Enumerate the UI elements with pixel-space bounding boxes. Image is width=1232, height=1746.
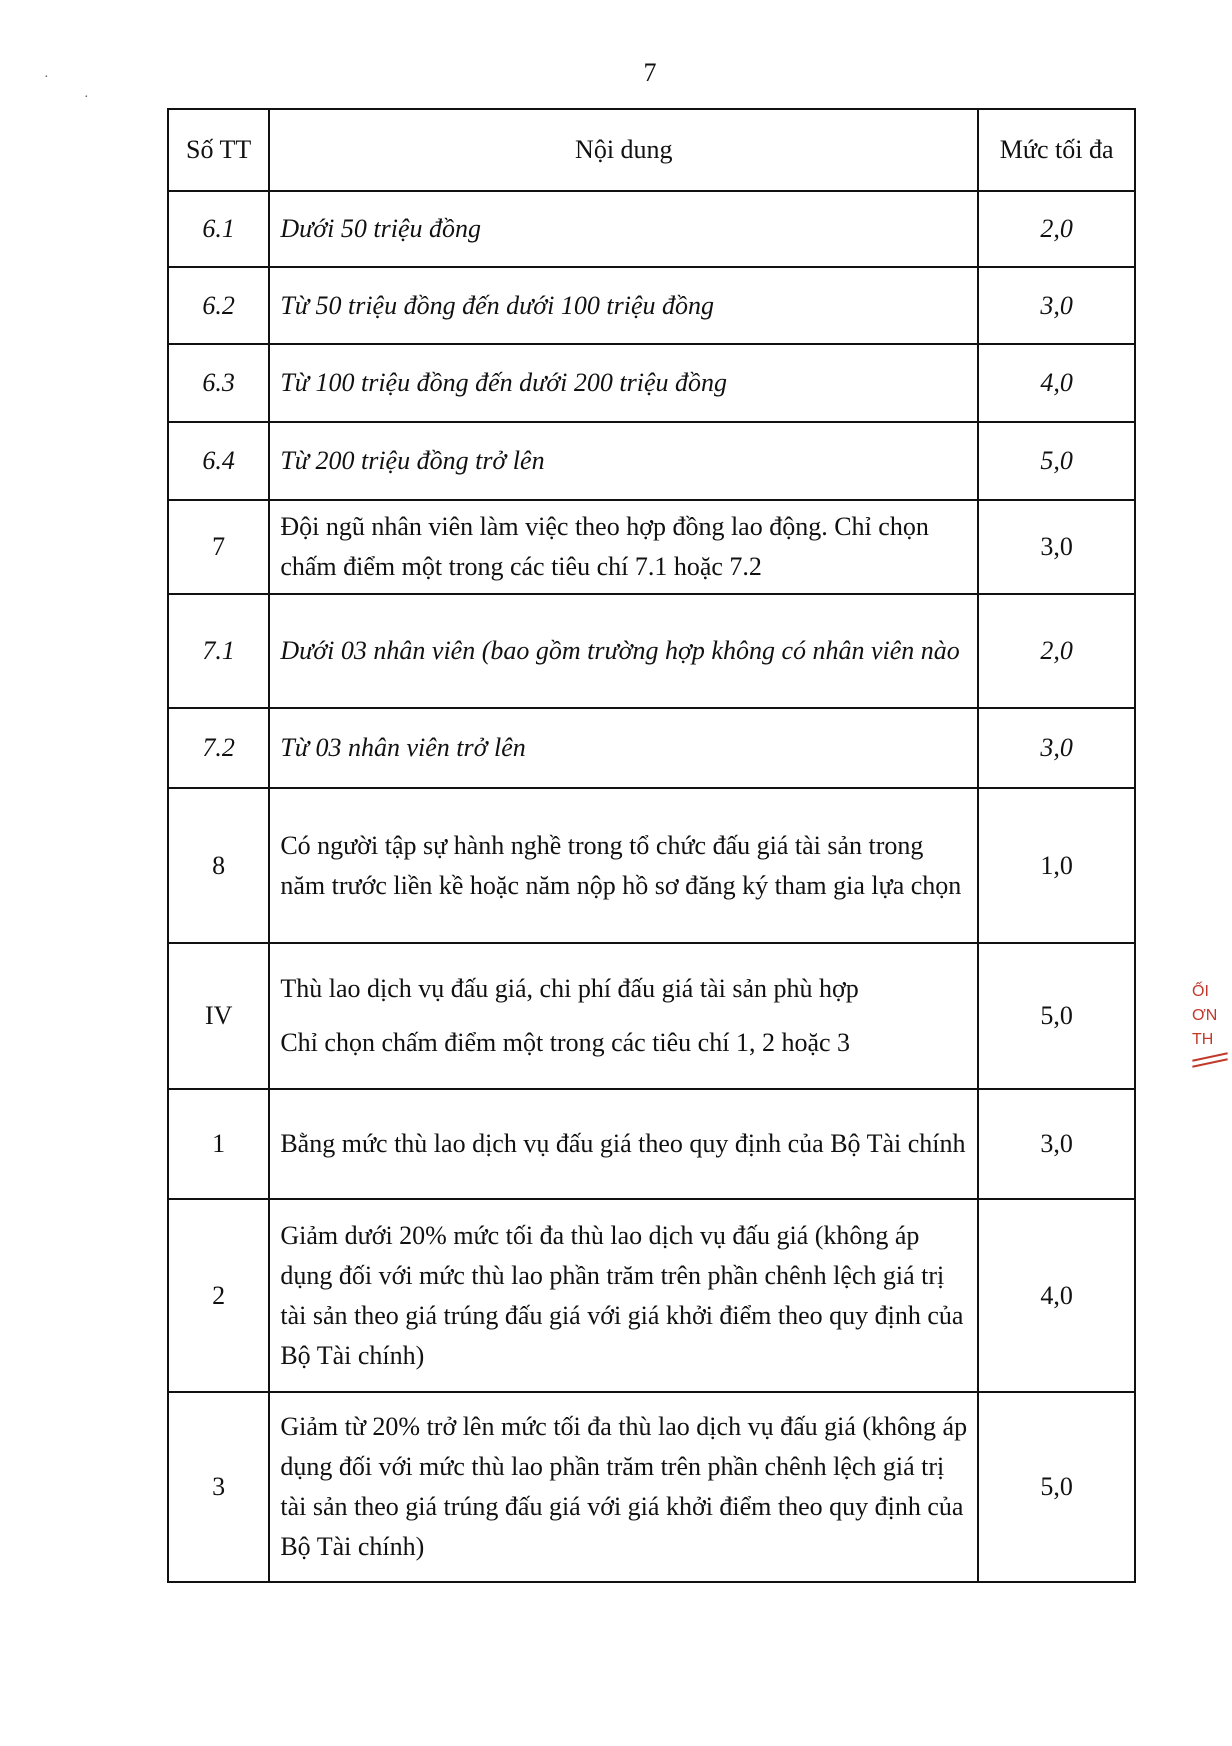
criteria-table <box>167 108 1136 1583</box>
row-stt: IV <box>168 943 269 1089</box>
table-row <box>168 1089 1135 1199</box>
header-max: Mức tối đa <box>978 109 1135 191</box>
row-stt: 7.1 <box>168 594 269 708</box>
stamp-text: ỐI <box>1192 983 1209 1000</box>
cell-gap <box>280 1009 967 1023</box>
header-stt: Số TT <box>168 109 269 191</box>
row-max: 2,0 <box>978 594 1135 708</box>
row-max: 3,0 <box>978 267 1135 344</box>
row-max: 2,0 <box>978 191 1135 267</box>
row-content-multi <box>269 943 978 1089</box>
row-content: Bằng mức thù lao dịch vụ đấu giá theo quy định của Bộ Tài chính <box>269 1089 978 1199</box>
row-content: Giảm dưới 20% mức tối đa thù lao dịch vụ đấu giá (không áp dụng đối với mức thù lao phần trăm trên phần chênh lệch giá trị tài sản theo giá trúng đấu giá với giá khởi điểm theo quy định của Bộ Tài chính) <box>269 1199 978 1392</box>
table-row <box>168 422 1135 500</box>
table-row <box>168 1392 1135 1582</box>
row-max: 3,0 <box>978 500 1135 594</box>
row-content: Từ 03 nhân viên trở lên <box>269 708 978 788</box>
table-header-row <box>168 109 1135 191</box>
row-max: 5,0 <box>978 422 1135 500</box>
row-stt: 3 <box>168 1392 269 1582</box>
row-content: Đội ngũ nhân viên làm việc theo hợp đồng lao động. Chỉ chọn chấm điểm một trong các tiêu chí 7.1 hoặc 7.2 <box>269 500 978 594</box>
table-row <box>168 267 1135 344</box>
row-content: Từ 50 triệu đồng đến dưới 100 triệu đồng <box>269 267 978 344</box>
table-row <box>168 500 1135 594</box>
page-number: 7 <box>643 58 657 87</box>
stamp-text: ƠN <box>1192 1007 1218 1024</box>
row-stt: 2 <box>168 1199 269 1392</box>
row-content: Từ 200 triệu đồng trở lên <box>269 422 978 500</box>
row-max: 3,0 <box>978 708 1135 788</box>
row-content-line: Chỉ chọn chấm điểm một trong các tiêu chí 1, 2 hoặc 3 <box>280 1028 851 1057</box>
row-content: Giảm từ 20% trở lên mức tối đa thù lao dịch vụ đấu giá (không áp dụng đối với mức thù lao phần trăm trên phần chênh lệch giá trị tài sản theo giá trúng đấu giá với giá khởi điểm theo quy định của Bộ Tài chính) <box>269 1392 978 1582</box>
row-stt: 7.2 <box>168 708 269 788</box>
row-max: 4,0 <box>978 344 1135 422</box>
row-max: 1,0 <box>978 788 1135 943</box>
table-row <box>168 708 1135 788</box>
row-max: 4,0 <box>978 1199 1135 1392</box>
scan-speck: · <box>44 70 49 85</box>
table-row <box>168 344 1135 422</box>
table-row <box>168 943 1135 1089</box>
row-content: Dưới 03 nhân viên (bao gồm trường hợp không có nhân viên nào <box>269 594 978 708</box>
stamp-text: TH <box>1192 1031 1214 1048</box>
scan-speck: · <box>84 90 89 105</box>
row-content-line: Thù lao dịch vụ đấu giá, chi phí đấu giá tài sản phù hợp <box>280 974 859 1003</box>
row-stt: 6.4 <box>168 422 269 500</box>
row-stt: 6.3 <box>168 344 269 422</box>
red-stamp-fragment <box>1192 980 1232 1100</box>
row-max: 5,0 <box>978 943 1135 1089</box>
row-stt: 6.2 <box>168 267 269 344</box>
row-content: Dưới 50 triệu đồng <box>269 191 978 267</box>
table-row <box>168 1199 1135 1392</box>
table-row <box>168 788 1135 943</box>
row-stt: 8 <box>168 788 269 943</box>
row-max: 3,0 <box>978 1089 1135 1199</box>
row-max: 5,0 <box>978 1392 1135 1582</box>
row-stt: 1 <box>168 1089 269 1199</box>
row-content: Từ 100 triệu đồng đến dưới 200 triệu đồng <box>269 344 978 422</box>
row-content: Có người tập sự hành nghề trong tổ chức đấu giá tài sản trong năm trước liền kề hoặc năm nộp hồ sơ đăng ký tham gia lựa chọn <box>269 788 978 943</box>
table-row <box>168 594 1135 708</box>
row-stt: 6.1 <box>168 191 269 267</box>
header-content: Nội dung <box>269 109 978 191</box>
row-stt: 7 <box>168 500 269 594</box>
table-row <box>168 191 1135 267</box>
